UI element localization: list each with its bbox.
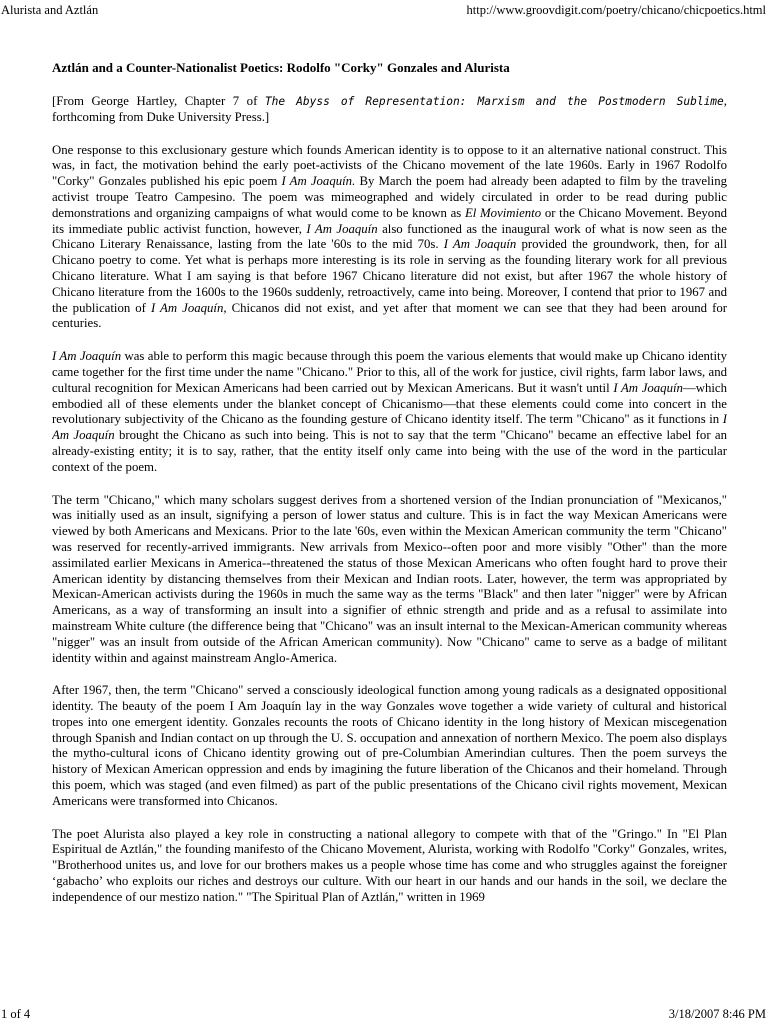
p1-text-3: or the Chicano Movement. Beyond its immediate public activist function, however,: [52, 205, 727, 236]
p2-italic-1: I Am Joaquín: [52, 349, 122, 364]
p1-italic-2: El Movimiento: [464, 205, 542, 220]
paragraph-1: [52, 143, 727, 333]
footer-page-counter: 1 of 4: [1, 1007, 31, 1021]
p1-text-6: Chicanos did not exist, and yet after that moment we can see that they had been around for centuries.: [52, 300, 727, 331]
book-title: The Abyss of Representation: Marxism and the Postmodern Sublime: [264, 95, 724, 108]
p1-text-5: provided the groundwork, then, for all Chicano poetry to come. Yet what is perhaps more interesting is its role in serving as the founding literary work for all previous Chicano literature. What I am saying is that before 1967 Chicano literature did not exist, but after 1967 the whole history of Chicano literature from the 1600s to the 1960s suddenly, retroactively, came into being. Moreover, I contend that prior to 1967 and the publication of: [52, 237, 727, 315]
p2-italic-2: I Am Joaquín: [613, 380, 683, 395]
paragraph-3: The term "Chicano," which many scholars suggest derives from a shortened version of the Indian pronunciation of "Mexicanos," was initially used as an insult, signifying a person of lower status and culture. This is in fact the way Mexican Americans were viewed by both Americans and Mexicans. Prior to the late '60s, even within the Mexican American community the term "Chicano" was reserved for recently-arrived immigrants. New arrivals from Mexico--often poor and more visibly "Other" than the more assimilated earlier Mexicans in America--threatened the status of those Mexican Americans who often fought hard to prove their American identity by distancing themselves from their Mexican and Indian roots. Later, however, the term was appropriated by Mexican-American activists during the 1960s in much the same way as the terms "Black" and then later "nigger" were by African Americans, as a way of transforming an insult into a signifier of ethnic strength and pride and as a refusal to assimilate into mainstream White culture (the difference being that "Chicano" was an insult internal to the Mexican-American community whereas "nigger" was an insult from outside of the African American community). Now "Chicano" came to serve as a badge of militant identity within and against mainstream Anglo-America.: [52, 492, 727, 665]
header-page-title: Alurista and Aztlán: [1, 3, 99, 17]
p1-italic-5: I Am Joaquín,: [150, 300, 227, 315]
source-note: [52, 94, 727, 126]
p1-text-4: also functioned as the inaugural work of what is now seen as the Chicano Literary Renaissance, lasting from the late '60s to the mid 70s.: [52, 221, 727, 252]
p1-text-2: By March the poem had already been adapted to film by the traveling activist troupe Teatro Campesino. The poem was mimeographed and widely circulated in order to be read during public demonstrations and organizing campaigns of what would come to be known as: [52, 174, 727, 220]
p1-italic-3: I Am Joaquín: [306, 221, 378, 236]
header-url[interactable]: http://www.groovdigit.com/poetry/chicano/chicpoetics.html: [466, 3, 766, 17]
footer-datetime: 3/18/2007 8:46 PM: [668, 1007, 766, 1021]
p2-text-1: was able to perform this magic because through this poem the various elements that would make up Chicano identity came together for the first time under the name "Chicano." Prior to this, all of the work for justice, civil rights, farm labor laws, and cultural recognition for Mexican Americans had been carried out by Mexican Americans. But it wasn't until: [52, 349, 727, 395]
paragraph-4: After 1967, then, the term "Chicano" served a consciously ideological function among young radicals as a designated oppositional identity. The beauty of the poem I Am Joaquín lay in the way Gonzales wove together a wide variety of cultural and historical tropes into one emergent identity. Gonzales recounts the roots of Chicano identity in the long history of Mexican miscegenation through Spanish and Indian contact on up through the U. S. occupation and annexation of northern Mexico. The poem also displays the mytho-cultural icons of Chicano identity growing out of pre-Columbian Amerindian cultures. Then the poem surveys the history of Mexican American oppression and ends by imagining the future liberation of the Chicanos and their homeland. Through this poem, which was staged (and even filmed) as part of the public presentations of the Chicano civil rights movement, Mexican Americans were transformed into Chicanos.: [52, 683, 727, 808]
source-note-before: [From George Hartley, Chapter 7 of: [52, 94, 265, 108]
p1-italic-4: I Am Joaquín: [443, 237, 517, 252]
p1-text-1: One response to this exclusionary gesture which founds American identity is to oppose to it an alternative national construct. This was, in fact, the motivation behind the early poet-activists of the Chicano movement of the late 1960s. Early in 1967 Rodolfo "Corky" Gonzales published his epic poem: [52, 142, 727, 189]
print-footer: [0, 1004, 768, 1024]
source-note-after: , forthcoming from Duke University Press.]: [52, 94, 727, 124]
paragraph-2: [52, 349, 727, 475]
p2-text-3: brought the Chicano as such into being. This is not to say that the term "Chicano" became an effective label for an already-existing entity; it is to say, rather, that the entity itself only came into being with the use of the word in the particular context of the poem.: [52, 428, 727, 474]
paragraph-5: The poet Alurista also played a key role in constructing a national allegory to compete with that of the "Gringo." In "El Plan Espiritual de Aztlán," the founding manifesto of the Chicano Movement, Alurista, working with Rodolfo "Corky" Gonzales, writes, "Brotherhood unites us, and love for our brothers makes us a people whose time has come and who struggles against the foreigner ‘gabacho’ who exploits our riches and destroys our culture. With our heart in our hands and our hands in the soil, we declare the independence of our mestizo nation." "The Spiritual Plan of Aztlán," written in 1969: [52, 826, 727, 904]
p2-italic-3: I Am Joaquín: [52, 412, 727, 443]
p1-italic-1: I Am Joaquín.: [281, 174, 356, 189]
p2-text-2: —which embodied all of these elements under the blanket concept of Chicanismo—that these elements could come into concert in the revolutionary subjectivity of the Chicano as the founding gesture of Chicano identity itself. The term "Chicano" as it functions in: [52, 380, 727, 427]
article-body: [52, 52, 727, 982]
print-header: [0, 0, 768, 20]
article-title: Aztlán and a Counter-Nationalist Poetics: Rodolfo "Corky" Gonzales and Alurista: [52, 60, 510, 75]
